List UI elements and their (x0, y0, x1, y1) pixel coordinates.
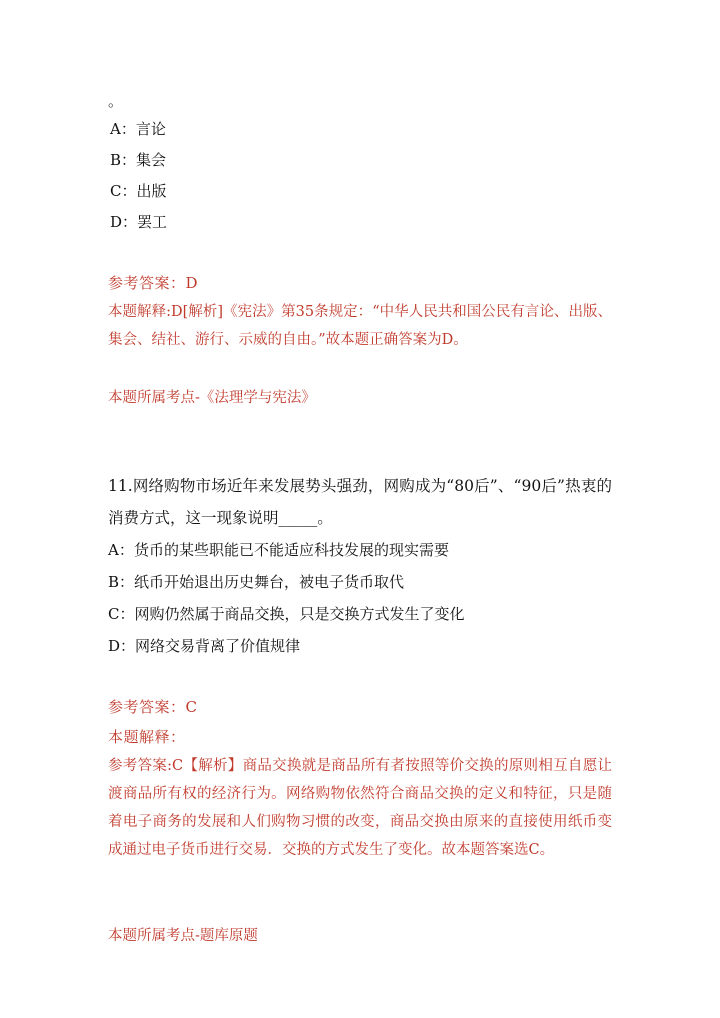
question-two-block (108, 470, 612, 950)
question-two-option-c (108, 598, 612, 630)
option-c-label: C： (108, 605, 135, 623)
question-two-option-b (108, 566, 612, 598)
question-two-stem: 11.网络购物市场近年来发展势头强劲，网购成为“80后”、“90后”热衷的消费方式，这一现象说明_____。 (108, 477, 612, 527)
option-b-label: B： (108, 573, 135, 591)
answer-label-one: 参考答案：D (108, 274, 199, 292)
question-two-option-d (108, 630, 612, 662)
option-a: A：言论 (110, 120, 166, 138)
explanation-label-two: 本题解释： (108, 728, 186, 746)
leading-fragment: 。 (108, 92, 124, 110)
option-b: B：集会 (110, 151, 167, 169)
option-d-label: D： (108, 637, 136, 655)
option-d-text: 网络交易背离了价值规律 (135, 637, 301, 655)
question-two-option-a (108, 534, 612, 566)
option-b-text: 纸币开始退出历史舞台，被电子货币取代 (134, 573, 405, 591)
option-a-text: 货币的某些职能已不能适应科技发展的现实需要 (134, 541, 450, 559)
option-d: D：罢工 (110, 213, 168, 231)
question-one-block (108, 88, 612, 412)
topic-one: 本题所属考点-《法理学与宪法》 (108, 390, 316, 406)
answer-label-two: 参考答案：C (108, 698, 198, 716)
option-a-label: A： (108, 541, 134, 559)
option-c: C：出版 (110, 182, 167, 200)
explanation-one: 本题解释:D[解析]《宪法》第35条规定：“中华人民共和国公民有言论、出版、集会、结社、游行、示威的自由。”故本题正确答案为D。 (108, 304, 612, 348)
topic-two: 本题所属考点-题库原题 (108, 928, 258, 944)
option-c-text: 网购仍然属于商品交换，只是交换方式发生了变化 (134, 605, 465, 623)
explanation-two: 参考答案:C【解析】商品交换就是商品所有者按照等价交换的原则相互自愿让渡商品所有权的经济行为。网络购物依然符合商品交换的定义和特征，只是随着电子商务的发展和人们购物习惯的改变，商品交换由原来的直接使用纸币变成通过电子货币进行交易．交换的方式发生了变化。故本题答案选C。 (108, 758, 612, 858)
